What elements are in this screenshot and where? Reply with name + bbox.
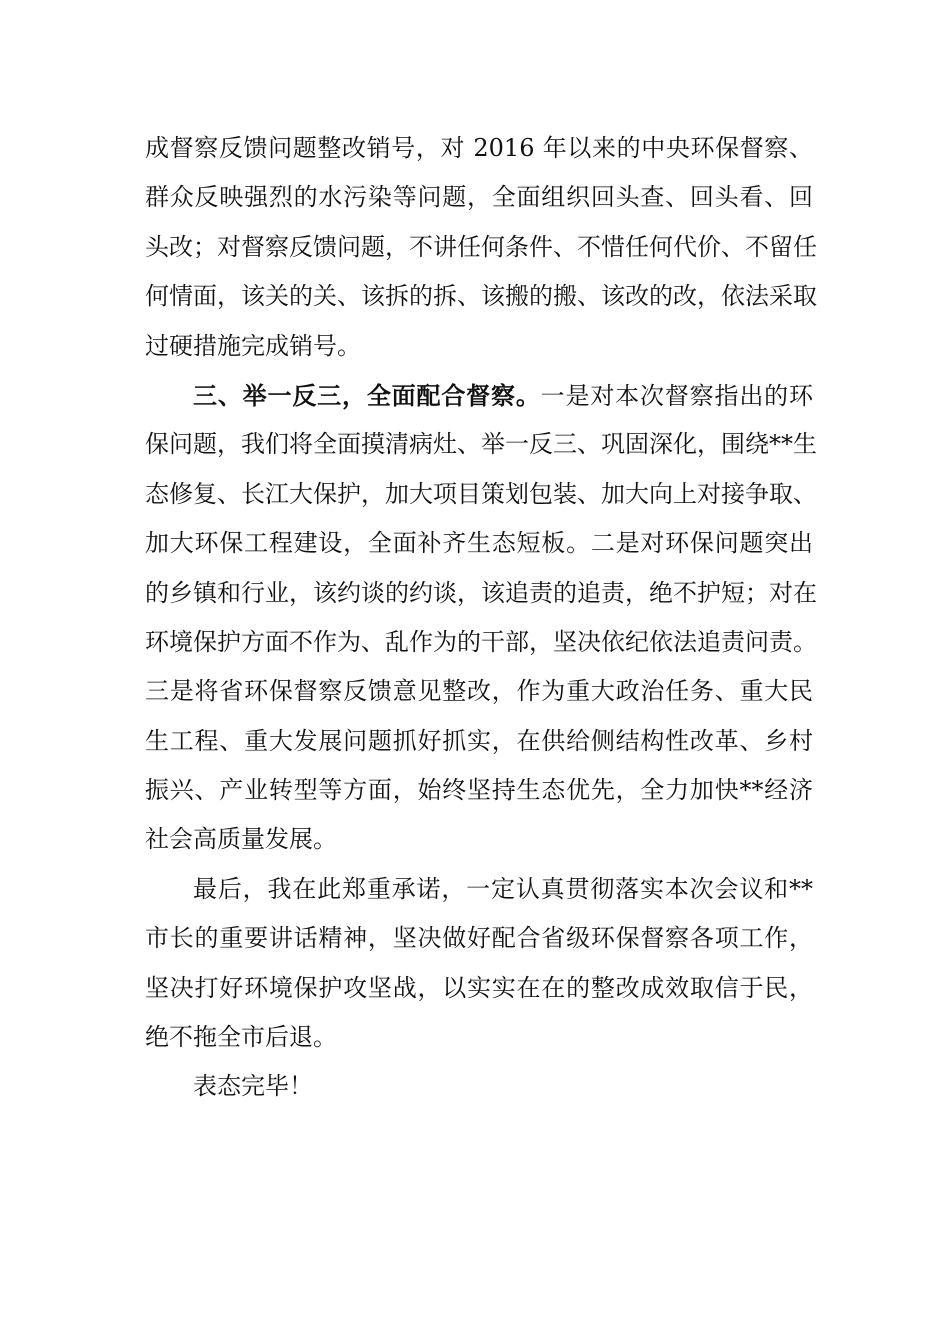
- paragraph-commitment: [145, 865, 813, 1063]
- paragraph-closing: [145, 1062, 813, 1111]
- text-line: 市长的重要讲话精神，坚决做好配合省级环保督察各项工作，: [145, 924, 813, 953]
- closing-line: 表态完毕！: [193, 1072, 313, 1101]
- text-line: 三是将省环保督察反馈意见整改，作为重大政治任务、重大民: [145, 677, 813, 706]
- text-line: 环境保护方面不作为、乱作为的干部，坚决依纪依法追责问责。: [145, 627, 817, 656]
- section-heading: 三、举一反三，全面配合督察。: [193, 380, 541, 410]
- text-line: 坚决打好环境保护攻坚战，以实实在在的整改成效取信于民，: [145, 973, 813, 1002]
- text-fragment: 一是对本次督察指出的环: [540, 381, 814, 410]
- paragraph-section-three: [145, 371, 817, 865]
- text-line: 绝不拖全市后退。: [145, 1023, 337, 1052]
- document-body: [145, 124, 817, 1112]
- text-line: 成督察反馈问题整改销号，对 2016 年以来的中央环保督察、: [145, 134, 813, 162]
- text-line: 何情面，该关的关、该拆的拆、该搬的搬、该改的改，依法采取: [145, 282, 817, 311]
- text-line: 最后，我在此郑重承诺，一定认真贯彻落实本次会议和**: [193, 874, 813, 903]
- text-line: 过硬措施完成销号。: [145, 331, 361, 360]
- text-line: 保问题，我们将全面摸清病灶、举一反三、巩固深化，围绕**生: [145, 430, 817, 459]
- text-line: 社会高质量发展。: [145, 825, 337, 854]
- text-line: 态修复、长江大保护，加大项目策划包装、加大向上对接争取、: [145, 479, 817, 508]
- text-line: 振兴、产业转型等方面，始终坚持生态优先，全力加快**经济: [145, 776, 813, 805]
- text-line: 生工程、重大发展问题抓好抓实，在供给侧结构性改革、乡村: [145, 726, 813, 755]
- paragraph-rectification: [145, 124, 817, 371]
- text-line: 头改；对督察反馈问题，不讲任何条件、不惜任何代价、不留任: [145, 232, 817, 261]
- text-line: 加大环保工程建设，全面补齐生态短板。二是对环保问题突出: [145, 529, 813, 558]
- section-heading-line: [145, 371, 813, 420]
- text-line: 的乡镇和行业，该约谈的约谈，该追责的追责，绝不护短；对在: [145, 578, 817, 607]
- text-line: 群众反映强烈的水污染等问题，全面组织回头查、回头看、回: [145, 183, 813, 212]
